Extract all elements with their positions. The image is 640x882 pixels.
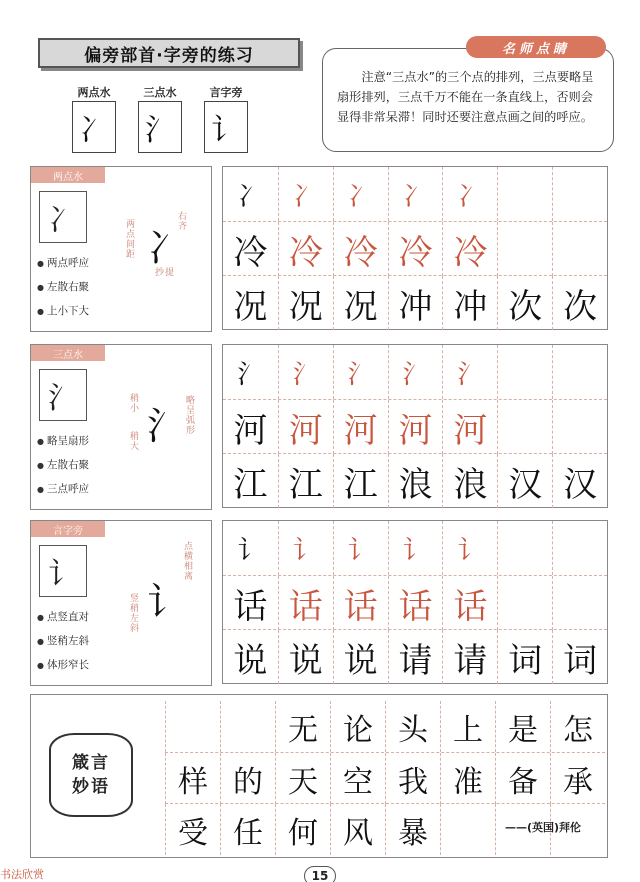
grid-cell: 河 — [333, 400, 388, 454]
motto-cell: 暴 — [385, 804, 440, 855]
page-title-text: 偏旁部首·字旁的练习 — [84, 45, 254, 66]
grid-cell: 氵 — [333, 345, 388, 399]
grid-row — [223, 221, 607, 275]
motto-cell: 样 — [165, 753, 220, 804]
grid-row — [223, 453, 607, 507]
grid-cell: 话 — [388, 576, 443, 630]
grid-cell — [497, 521, 552, 575]
grid-cell: 江 — [333, 454, 388, 508]
grid-cell: 话 — [278, 576, 333, 630]
grid-cell: 汉 — [497, 454, 552, 508]
section-demo-char: 讠 — [147, 580, 186, 624]
grid-cell: 冫 — [388, 167, 443, 221]
page-number: 15 — [304, 866, 336, 882]
grid-cell: 冲 — [388, 276, 443, 330]
grid-cell: 说 — [333, 630, 388, 684]
section-point: ● 体形窄长 — [37, 657, 89, 672]
tip-text: 注意“三点水”的三个点的排列，三点要略呈扇形排列，三点千万不能在一条直线上，否则会显得非常呆滞！同时还要注意点画之间的呼应。 — [337, 70, 594, 124]
section-note: 竖稍左斜 — [128, 593, 138, 633]
grid-cell — [552, 222, 607, 276]
motto-cell: 头 — [385, 701, 440, 752]
section-point: ● 左散右聚 — [37, 279, 89, 294]
grid-cell: 讠 — [278, 521, 333, 575]
grid-cell — [497, 222, 552, 276]
grid-cell: 冷 — [278, 222, 333, 276]
grid-cell: 河 — [442, 400, 497, 454]
tip-box — [322, 48, 614, 152]
motto-cell: 空 — [330, 753, 385, 804]
section-note: 右齐 — [176, 211, 186, 231]
grid-cell — [497, 345, 552, 399]
motto-cell: 无 — [275, 701, 330, 752]
motto-row — [165, 752, 605, 803]
grid-cell: 请 — [442, 630, 497, 684]
section-note: 抄提 — [155, 268, 176, 278]
grid-cell: 词 — [497, 630, 552, 684]
grid-cell: 次 — [497, 276, 552, 330]
grid-cell: 况 — [278, 276, 333, 330]
section-tag: 两点水 — [31, 167, 105, 183]
motto-cell — [220, 701, 275, 752]
grid-cell: 浪 — [442, 454, 497, 508]
grid-cell: 讠 — [442, 521, 497, 575]
grid-cell: 说 — [278, 630, 333, 684]
section-point: ● 上小下大 — [37, 303, 89, 318]
footer-left-text: 书法欣赏 — [0, 868, 44, 881]
section-char-box: 氵 — [39, 369, 87, 421]
grid-cell: 江 — [233, 464, 268, 505]
section-demo-char: 氵 — [147, 404, 186, 448]
motto-cell: 风 — [330, 804, 385, 855]
grid-cell: 冫 — [237, 181, 264, 212]
section-demo-char: 冫 — [147, 226, 186, 270]
grid-cell: 氵 — [388, 345, 443, 399]
section-tag: 言字旁 — [31, 521, 105, 537]
grid-cell — [552, 400, 607, 454]
grid-row — [223, 345, 607, 399]
grid-cell: 请 — [388, 630, 443, 684]
grid-cell: 话 — [333, 576, 388, 630]
practice-grid-yanzipang — [222, 520, 608, 684]
grid-cell: 河 — [278, 400, 333, 454]
grid-row — [223, 399, 607, 453]
motto-cell: 的 — [220, 753, 275, 804]
motto-cell: 上 — [440, 701, 495, 752]
section-panel-liangdianshui — [30, 166, 212, 332]
grid-cell: 江 — [278, 454, 333, 508]
grid-cell: 浪 — [388, 454, 443, 508]
grid-cell: 河 — [233, 410, 268, 451]
grid-row — [223, 275, 607, 329]
motto-cell — [165, 701, 220, 752]
motto-cell: 天 — [275, 753, 330, 804]
motto-seal-line: 箴言 — [72, 753, 110, 773]
grid-cell: 冷 — [233, 232, 268, 273]
grid-cell: 次 — [552, 276, 607, 330]
section-char-box: 讠 — [39, 545, 87, 597]
motto-seal-line: 妙语 — [72, 777, 110, 797]
page-title — [38, 38, 300, 68]
sample-label-sandianshui: 三点水 — [143, 86, 177, 99]
grid-cell — [497, 167, 552, 221]
tip-badge: 名师点睛 — [466, 36, 606, 58]
sample-label-yanzipang: 言字旁 — [209, 86, 243, 99]
practice-grid-sandianshui — [222, 344, 608, 508]
section-char-box: 冫 — [39, 191, 87, 243]
sample-char-yanzipang: 讠 — [204, 101, 248, 153]
grid-row — [223, 629, 607, 683]
section-point: ● 略呈扇形 — [37, 433, 89, 448]
motto-row — [165, 701, 605, 752]
motto-attribution: ——(英国)拜伦 — [504, 821, 581, 834]
section-note: 略呈弧形 — [184, 395, 194, 435]
grid-cell: 讠 — [237, 535, 264, 566]
motto-cell: 承 — [550, 753, 605, 804]
grid-cell — [497, 400, 552, 454]
grid-cell: 冷 — [442, 222, 497, 276]
section-panel-yanzipang — [30, 520, 212, 686]
motto-cell: 备 — [495, 753, 550, 804]
section-note: 两点间距 — [124, 219, 134, 259]
grid-cell: 讠 — [333, 521, 388, 575]
grid-cell: 话 — [442, 576, 497, 630]
grid-cell: 河 — [388, 400, 443, 454]
grid-cell: 汉 — [552, 454, 607, 508]
grid-cell — [552, 521, 607, 575]
motto-cell: 论 — [330, 701, 385, 752]
section-point: ● 点竖直对 — [37, 609, 89, 624]
grid-cell — [552, 345, 607, 399]
motto-cell: 任 — [220, 804, 275, 855]
section-note: 稍大 — [128, 431, 138, 451]
grid-cell: 话 — [233, 586, 268, 627]
grid-cell: 氵 — [278, 345, 333, 399]
grid-cell: 氵 — [442, 345, 497, 399]
section-note: 稍小 — [128, 393, 138, 413]
grid-cell: 氵 — [237, 359, 264, 390]
motto-cell: 怎 — [550, 701, 605, 752]
grid-row — [223, 167, 607, 221]
motto-cell: 准 — [440, 753, 495, 804]
section-panel-sandianshui — [30, 344, 212, 510]
sample-char-sandianshui: 氵 — [138, 101, 182, 153]
motto-cell: 是 — [495, 701, 550, 752]
grid-cell: 说 — [233, 640, 268, 681]
section-point: ● 左散右聚 — [37, 457, 89, 472]
motto-cell: 何 — [275, 804, 330, 855]
motto-cell: 受 — [165, 804, 220, 855]
grid-cell: 冷 — [333, 222, 388, 276]
motto-cell: 我 — [385, 753, 440, 804]
sample-label-liangdianshui: 两点水 — [77, 86, 111, 99]
practice-grid-liangdianshui — [222, 166, 608, 330]
grid-cell — [497, 576, 552, 630]
grid-cell: 况 — [333, 276, 388, 330]
section-note: 点横相离 — [182, 541, 192, 581]
section-point: ● 竖稍左斜 — [37, 633, 89, 648]
grid-cell: 冫 — [278, 167, 333, 221]
grid-row — [223, 521, 607, 575]
grid-cell: 冫 — [333, 167, 388, 221]
grid-cell: 冫 — [442, 167, 497, 221]
section-tag: 三点水 — [31, 345, 105, 361]
motto-cell — [440, 804, 495, 855]
section-point: ● 两点呼应 — [37, 255, 89, 270]
grid-cell — [552, 167, 607, 221]
motto-seal — [49, 733, 133, 817]
grid-cell: 讠 — [388, 521, 443, 575]
grid-cell: 冲 — [442, 276, 497, 330]
grid-cell — [552, 576, 607, 630]
grid-row — [223, 575, 607, 629]
grid-cell: 况 — [233, 286, 268, 327]
grid-cell: 冷 — [388, 222, 443, 276]
motto-panel — [30, 694, 608, 858]
grid-cell: 词 — [552, 630, 607, 684]
sample-char-liangdianshui: 冫 — [72, 101, 116, 153]
section-point: ● 三点呼应 — [37, 481, 89, 496]
